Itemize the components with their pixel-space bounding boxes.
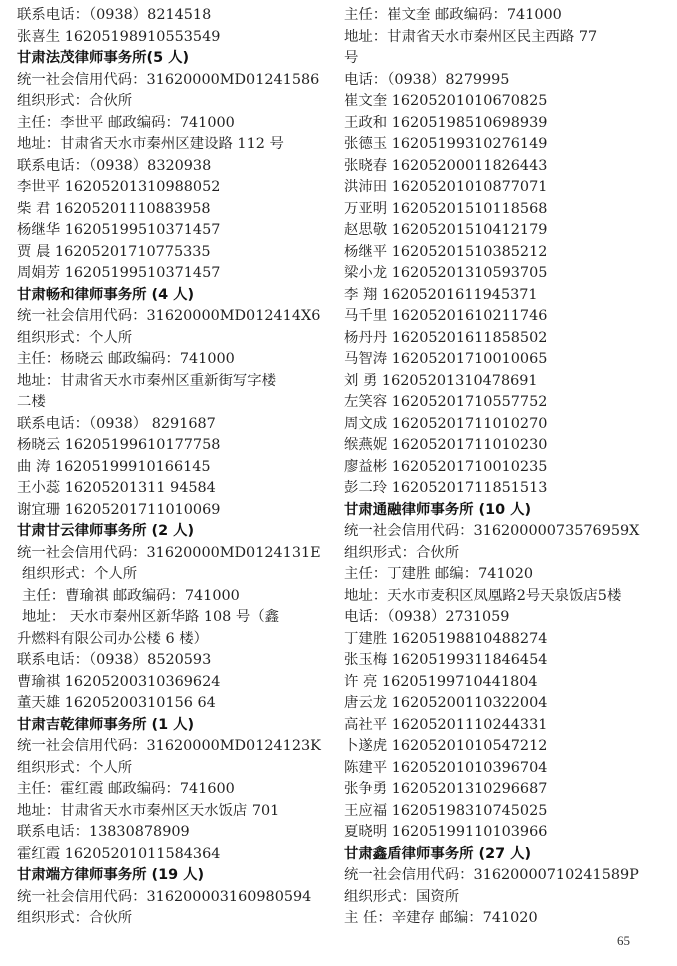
firm-heading: 甘肃法茂律师事务所(5 人) <box>17 50 190 66</box>
text-line: 地址：甘肃省天水市秦州区民主西路 77 <box>344 28 598 45</box>
text-line: 左笑容 16205201710557752 <box>344 394 548 410</box>
text-line: 地址：甘肃省天水市秦州区重新街写字楼 <box>17 372 277 389</box>
text-line: 杨继平 16205201510385212 <box>344 243 548 260</box>
text-line: 柴 君 16205201110883958 <box>17 200 211 217</box>
text-line: 杨晓云 16205199610177758 <box>17 437 221 453</box>
text-line: 李世平 16205201310988052 <box>17 179 221 195</box>
text-line: 组织形式：个人所 <box>17 329 133 346</box>
text-line: 联系电话：（0938）8320938 <box>17 157 212 174</box>
firm-heading: 甘肃鑫盾律师事务所 (27 人) <box>344 845 532 862</box>
text-line: 李 翔 16205201611945371 <box>344 286 538 303</box>
text-line: 电话：（0938）2731059 <box>344 609 510 625</box>
text-line: 电话：（0938）8279995 <box>344 71 510 88</box>
text-line: 许 亮 16205199710441804 <box>344 673 538 690</box>
text-line: 统一社会信用代码：31620000MD012414X6 <box>17 308 321 324</box>
text-line: 卜遂虎 16205201010547212 <box>344 738 548 754</box>
text-line: 统一社会信用代码：31620000073576959X <box>344 523 640 539</box>
text-line: 统一社会信用代码：31620000MD0124131E <box>17 544 321 561</box>
page-number: 65 <box>617 933 630 948</box>
text-line: 洪沛田 16205201010877071 <box>344 179 548 195</box>
text-line: 联系电话：（0938）8520593 <box>17 652 212 668</box>
text-line: 杨继华 16205199510371457 <box>17 222 221 238</box>
text-line: 夏晓明 16205199110103966 <box>344 824 548 840</box>
text-line: 张晓春 16205200011826443 <box>344 157 548 174</box>
text-line: 彭二玲 16205201711851513 <box>344 480 548 496</box>
text-line: 主任：崔文奎 邮政编码：741000 <box>344 7 562 23</box>
text-line: 霍红霞 16205201011584364 <box>17 845 221 862</box>
right-column <box>344 5 662 930</box>
text-line: 主任：杨晓云 邮政编码：741000 <box>17 351 235 367</box>
text-line: 主任：李世平 邮政编码：741000 <box>17 114 235 131</box>
text-line: 张玉梅 16205199311846454 <box>344 652 548 668</box>
text-line: 缑燕妮 16205201711010230 <box>344 437 548 453</box>
text-line: 号 <box>344 50 359 66</box>
text-line: 周娟芳 16205199510371457 <box>17 265 221 281</box>
text-line: 王政和 16205198510698939 <box>344 114 548 131</box>
text-line: 曲 涛 16205199910166145 <box>17 458 211 475</box>
text-line: 组织形式：个人所 <box>22 566 138 582</box>
text-line: 联系电话：（0938） 8291687 <box>17 415 216 432</box>
text-line: 丁建胜 16205198810488274 <box>344 630 548 647</box>
text-line: 组织形式：合伙所 <box>17 93 133 109</box>
text-line: 张德玉 16205199310276149 <box>344 136 548 152</box>
text-line: 廖益彬 16205201710010235 <box>344 458 548 475</box>
text-line: 地址： 天水市秦州区新华路 108 号（鑫 <box>22 609 280 625</box>
text-line: 张喜生 16205198910553549 <box>17 28 221 45</box>
text-line: 组织形式：国资所 <box>344 888 460 905</box>
text-line: 主任：曹瑜祺 邮政编码：741000 <box>22 587 240 604</box>
firm-heading: 甘肃畅和律师事务所 (4 人) <box>17 286 195 303</box>
text-line: 组织形式：合伙所 <box>17 910 133 926</box>
text-line: 统一社会信用代码：31620000MD0124123K <box>17 738 321 754</box>
text-line: 马千里 16205201610211746 <box>344 308 548 324</box>
text-line: 统一社会信用代码：31620000MD01241586 <box>17 71 320 88</box>
text-line: 组织形式：个人所 <box>17 759 133 776</box>
text-line: 升燃料有限公司办公楼 6 楼） <box>17 630 208 647</box>
text-line: 万亚明 16205201510118568 <box>344 200 548 217</box>
text-line: 王应福 16205198310745025 <box>344 802 548 819</box>
text-line: 统一社会信用代码：316200003160980594 <box>17 888 312 905</box>
text-line: 联系电话：（0938）8214518 <box>17 7 212 23</box>
text-line: 贾 晨 16205201710775335 <box>17 243 211 260</box>
text-line: 陈建平 16205201010396704 <box>344 759 548 776</box>
text-line: 周文成 16205201711010270 <box>344 415 548 432</box>
text-line: 唐云龙 16205200110322004 <box>344 695 548 711</box>
text-line: 统一社会信用代码：31620000710241589P <box>344 867 639 883</box>
text-line: 梁小龙 16205201310593705 <box>344 265 548 281</box>
firm-heading: 甘肃甘云律师事务所 (2 人) <box>17 523 195 539</box>
text-line: 马智涛 16205201710010065 <box>344 351 548 367</box>
firm-heading: 甘肃吉乾律师事务所 (1 人) <box>17 716 195 733</box>
text-line: 地址：甘肃省天水市秦州区天水饭店 701 <box>17 802 280 819</box>
text-line: 赵思敬 16205201510412179 <box>344 222 548 238</box>
text-line: 地址：天水市麦积区凤凰路2号天泉饭店5楼 <box>344 587 622 604</box>
text-line: 崔文奎 16205201010670825 <box>344 93 548 109</box>
text-line: 张争勇 16205201310296687 <box>344 781 548 797</box>
text-line: 谢宜珊 16205201711010069 <box>17 501 221 518</box>
text-line: 二楼 <box>17 394 46 410</box>
text-line: 高社平 16205201110244331 <box>344 716 548 733</box>
text-line: 地址：甘肃省天水市秦州区建设路 112 号 <box>17 136 284 152</box>
text-line: 主任：霍红霞 邮政编码：741600 <box>17 781 235 797</box>
text-line: 刘 勇 16205201310478691 <box>344 372 538 389</box>
text-line: 王小蕊 16205201311 94584 <box>17 480 216 496</box>
text-line: 联系电话：13830878909 <box>17 824 190 840</box>
text-line: 杨丹丹 16205201611858502 <box>344 329 548 346</box>
left-column <box>17 5 335 930</box>
text-line: 主任：丁建胜 邮编：741020 <box>344 566 534 582</box>
text-line: 董天雄 16205200310156 64 <box>17 695 216 711</box>
firm-heading: 甘肃端方律师事务所 (19 人) <box>17 867 205 883</box>
text-line: 曹瑜祺 16205200310369624 <box>17 673 221 690</box>
firm-heading: 甘肃通融律师事务所 (10 人) <box>344 501 532 518</box>
text-line: 组织形式：合伙所 <box>344 544 460 561</box>
text-line: 主 任：辛建存 邮编：741020 <box>344 910 538 926</box>
